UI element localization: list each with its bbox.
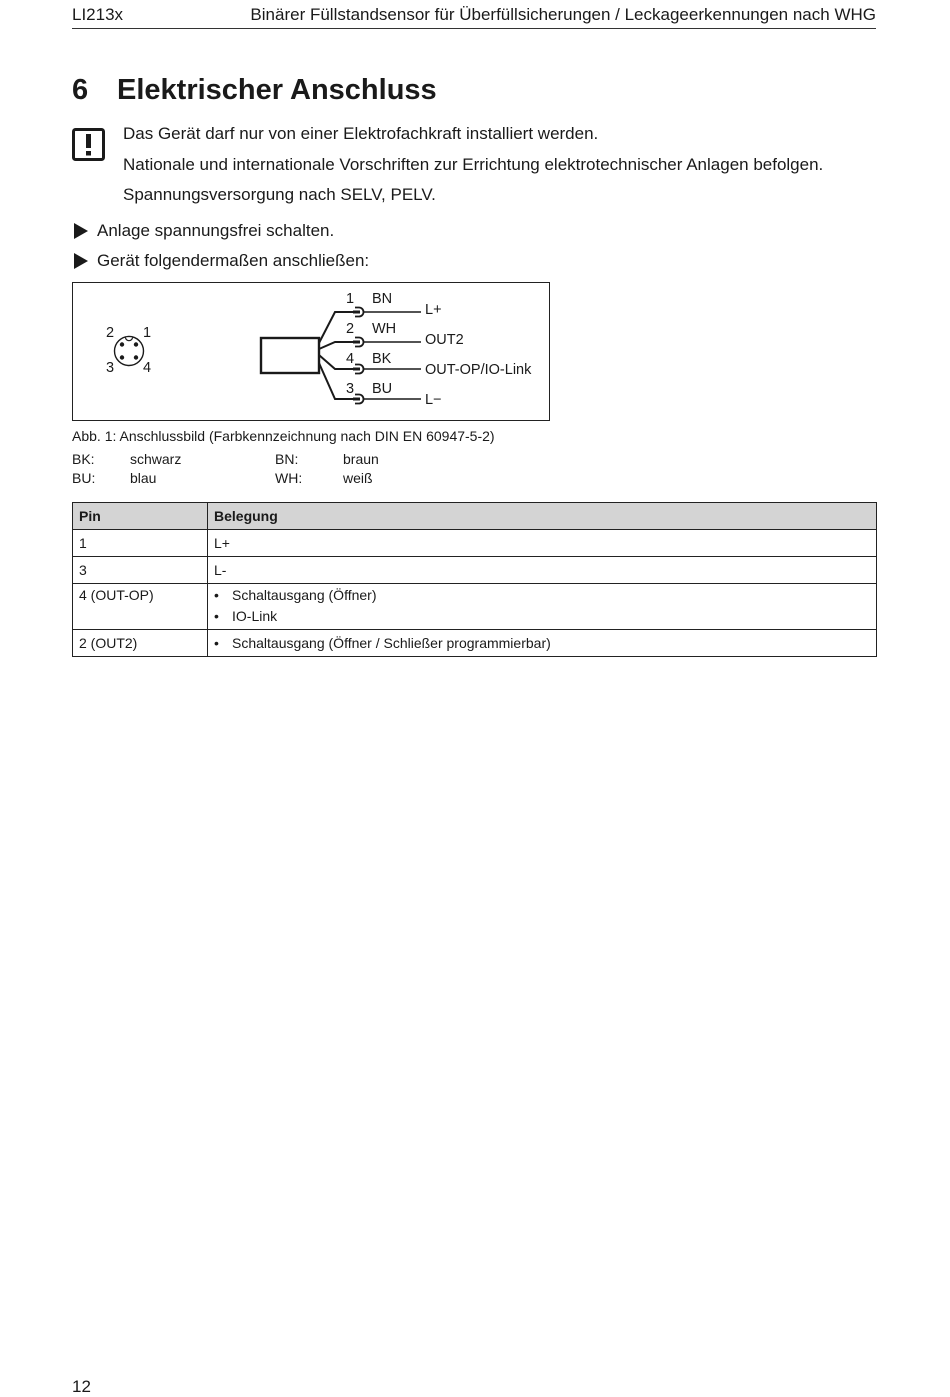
step-item (74, 221, 334, 241)
wire-color-code: BK (372, 351, 392, 367)
warning-line-3: Spannungsversorgung nach SELV, PELV. (123, 185, 436, 204)
table-row (73, 530, 877, 557)
connector-pin-label: 1 (143, 325, 152, 341)
assignment-cell: L+ (208, 530, 877, 557)
legend-name: weiß (343, 470, 373, 486)
assignment-list-item: • Schaltausgang (Öffner) (214, 585, 870, 606)
exclamation-icon (72, 128, 105, 161)
wire-pin-number: 4 (346, 351, 355, 367)
legend-code: WH: (275, 470, 303, 486)
pin-cell: 3 (73, 557, 208, 584)
header-model: LI213x (72, 5, 124, 24)
wire-color-code: WH (372, 321, 397, 337)
wire-color-code: BU (372, 381, 393, 397)
warning-line-2: Nationale und internationale Vorschriften zur Errichtung elektrotechnischer Anlagen befolgen. (123, 155, 824, 174)
section-title: Elektrischer Anschluss (117, 74, 437, 106)
legend-code: BK: (72, 451, 95, 467)
assignment-cell (208, 630, 877, 657)
wire-signal-label: OUT-OP/IO-Link (425, 362, 532, 378)
wire-color-code: BN (372, 291, 393, 307)
page-number: 12 (72, 1377, 91, 1396)
wiring-diagram (72, 282, 550, 421)
assignment-cell: L- (208, 557, 877, 584)
table-header-row (73, 503, 877, 530)
pin-cell: 4 (OUT-OP) (73, 584, 208, 630)
wiring-diagram-graphic (73, 283, 551, 422)
warning-line-1: Das Gerät darf nur von einer Elektrofachkraft installiert werden. (123, 124, 599, 143)
legend-code: BN: (275, 451, 299, 467)
assignment-cell (208, 584, 877, 630)
connector-pin-label: 4 (143, 360, 152, 376)
wire-signal-label: L− (425, 392, 442, 408)
legend-code: BU: (72, 470, 96, 486)
connector-pin-label: 3 (106, 360, 115, 376)
legend-name: braun (343, 451, 379, 467)
wire-pin-number: 2 (346, 321, 355, 337)
assignment-list-item: • Schaltausgang (Öffner / Schließer programmierbar) (214, 633, 870, 654)
wire-pin-number: 3 (346, 381, 355, 397)
table-row (73, 630, 877, 657)
step-item (74, 251, 369, 271)
wire-signal-label: L+ (425, 302, 442, 318)
table-row (73, 584, 877, 630)
column-header-pin: Pin (73, 503, 208, 530)
assignment-list-item: • IO-Link (214, 606, 870, 627)
header-rule (72, 28, 876, 29)
section-number: 6 (72, 74, 89, 106)
column-header-belegung: Belegung (208, 503, 877, 530)
step-text: Anlage spannungsfrei schalten. (97, 221, 335, 240)
wire-signal-label: OUT2 (425, 332, 464, 348)
play-triangle-icon (74, 253, 88, 269)
header-doc-title: Binärer Füllstandsensor für Überfüllsicherungen / Leckageerkennungen nach WHG (250, 5, 876, 24)
play-triangle-icon (74, 223, 88, 239)
wire-pin-number: 1 (346, 291, 355, 307)
legend-name: schwarz (130, 451, 182, 467)
figure-caption: Abb. 1: Anschlussbild (Farbkennzeichnung nach DIN EN 60947-5-2) (72, 428, 495, 444)
pin-cell: 1 (73, 530, 208, 557)
step-text: Gerät folgendermaßen anschließen: (97, 251, 370, 270)
legend-name: blau (130, 470, 157, 486)
sensor-body (261, 338, 319, 373)
pin-cell: 2 (OUT2) (73, 630, 208, 657)
connector-pin-label: 2 (106, 325, 115, 341)
pin-assignment-table (72, 502, 877, 657)
table-row (73, 557, 877, 584)
